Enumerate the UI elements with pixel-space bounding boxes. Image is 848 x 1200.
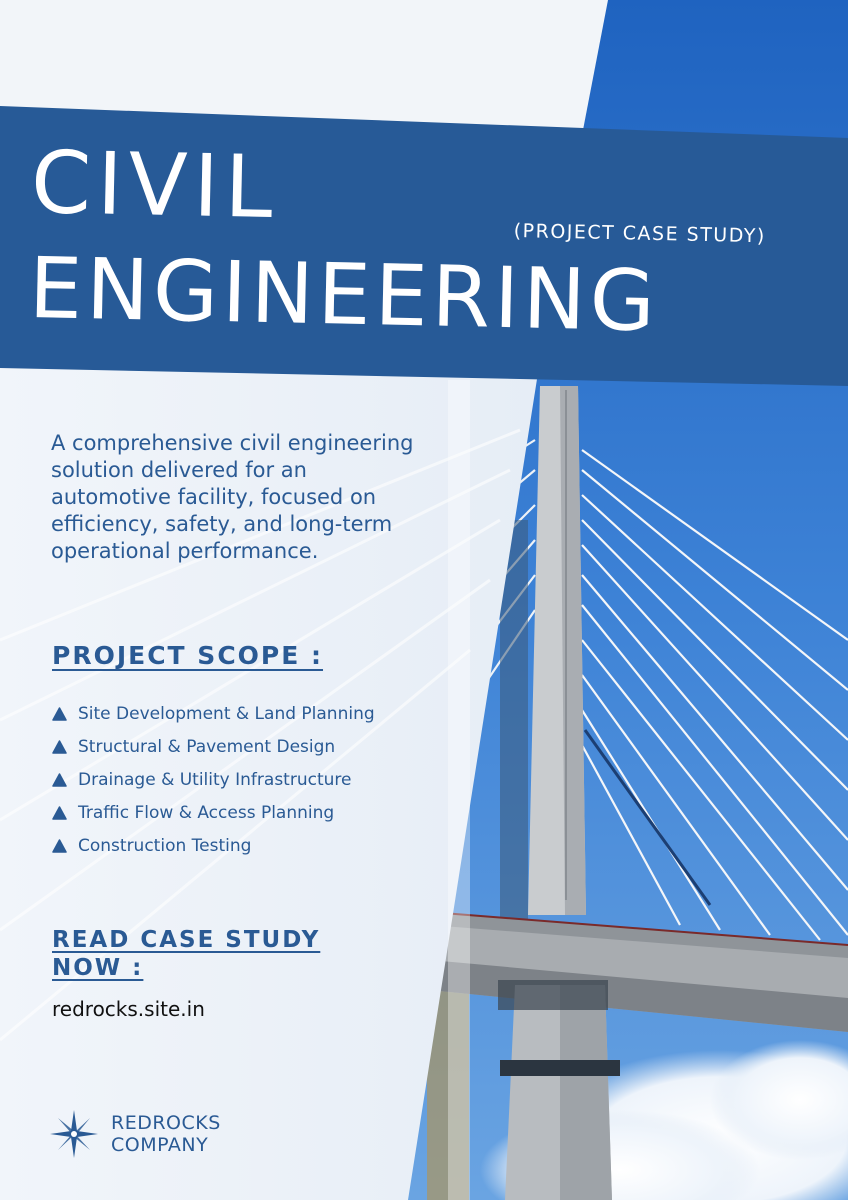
triangle-bullet-icon — [52, 707, 67, 721]
triangle-bullet-icon — [52, 806, 67, 820]
website-link[interactable]: redrocks.site.in — [52, 997, 205, 1021]
triangle-bullet-icon — [52, 740, 67, 754]
subtitle: (PROJECT CASE STUDY) — [513, 220, 767, 248]
compass-star-icon — [50, 1110, 98, 1158]
scope-item — [52, 796, 375, 829]
scope-item-label: Drainage & Utility Infrastructure — [78, 769, 352, 790]
scope-item-label: Structural & Pavement Design — [78, 736, 336, 757]
scope-item — [52, 697, 375, 730]
company-name — [111, 1112, 221, 1156]
read-case-study-heading: READ CASE STUDY NOW : — [52, 927, 321, 981]
triangle-bullet-icon — [52, 839, 67, 853]
scope-item — [52, 730, 375, 763]
title-line-civil: CIVIL — [30, 133, 280, 239]
scope-item-label: Traffic Flow & Access Planning — [78, 802, 335, 823]
scope-item — [52, 763, 375, 796]
project-scope-list — [52, 697, 375, 862]
company-name-line2: COMPANY — [111, 1134, 209, 1156]
company-name-line1: REDROCKS — [111, 1112, 221, 1134]
scope-item-label: Site Development & Land Planning — [78, 703, 375, 724]
project-scope-heading: PROJECT SCOPE : — [52, 641, 324, 670]
triangle-bullet-icon — [52, 773, 67, 787]
scope-item-label: Construction Testing — [78, 835, 252, 856]
title-line-engineering: ENGINEERING — [28, 239, 660, 351]
scope-item — [52, 829, 375, 862]
intro-paragraph: A comprehensive civil engineering solution delivered for an automotive facility, focused on efficiency, safety, and long-term operational performance. — [51, 431, 414, 563]
